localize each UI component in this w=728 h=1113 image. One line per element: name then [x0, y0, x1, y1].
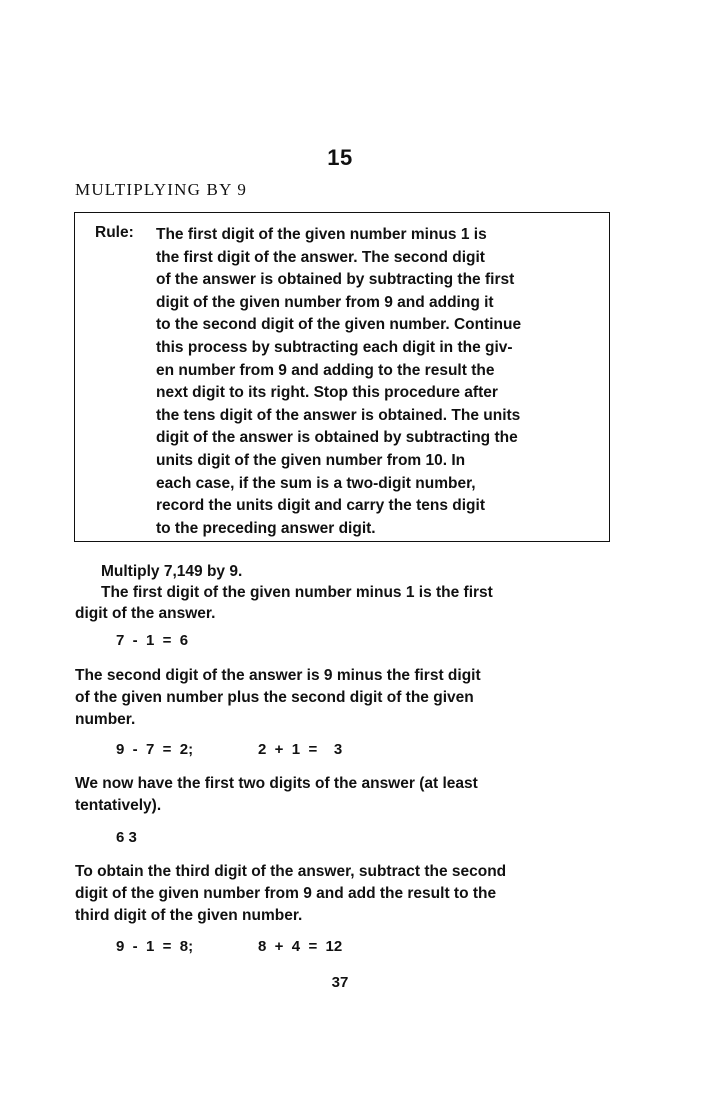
rule-line: digit of the given number from 9 and adding it: [156, 293, 494, 311]
rule-line: The first digit of the given number minus 1 is: [156, 226, 487, 243]
rule-line: of the answer is obtained by subtracting the first: [156, 271, 515, 289]
rule-line: digit of the answer is obtained by subtracting the: [156, 429, 518, 447]
paragraph-line: The first digit of the given number minus 1 is the first: [101, 584, 493, 601]
multiply-line: Multiply 7,149 by 9.: [101, 563, 243, 580]
rule-line: record the units digit and carry the tens digit: [156, 497, 485, 515]
rule-line: next digit to its right. Stop this procedure after: [156, 384, 498, 402]
rule-line: en number from 9 and adding to the result the: [156, 361, 495, 379]
rule-text: [156, 224, 604, 540]
rule-line: the first digit of the answer. The second digit: [156, 248, 485, 266]
chapter-number: 15: [327, 145, 353, 170]
paragraph-line: We now have the first two digits of the answer (at least: [75, 775, 478, 792]
equation: 9 - 1 = 8;: [116, 938, 194, 955]
section-title: MULTIPLYING BY 9: [75, 180, 248, 199]
rule-line: to the second digit of the given number. Continue: [156, 316, 522, 334]
paragraph-line: digit of the answer.: [75, 605, 216, 622]
equation: 8 + 4 = 12: [258, 938, 343, 955]
rule-line: each case, if the sum is a two-digit number,: [156, 474, 476, 492]
paragraph-line: The second digit of the answer is 9 minus the first digit: [75, 667, 481, 684]
paragraph-line: To obtain the third digit of the answer, subtract the second: [75, 863, 507, 880]
rule-line: this process by subtracting each digit in the giv-: [156, 338, 513, 356]
page-number: 37: [331, 974, 349, 991]
equation: 9 - 7 = 2;: [116, 741, 194, 758]
paragraph-line: digit of the given number from 9 and add the result to the: [75, 885, 497, 902]
paragraph-line: tentatively).: [75, 797, 162, 814]
rule-line: units digit of the given number from 10. In: [156, 451, 466, 469]
paragraph-line: third digit of the given number.: [75, 907, 303, 924]
partial-answer: 6 3: [116, 829, 137, 846]
paragraph-line: number.: [75, 711, 136, 728]
rule-line: to the preceding answer digit.: [156, 519, 376, 537]
equation: 7 - 1 = 6: [116, 632, 189, 649]
paragraph-line: of the given number plus the second digit of the given: [75, 689, 474, 706]
rule-label: Rule:: [95, 224, 134, 241]
rule-line: the tens digit of the answer is obtained. The units: [156, 406, 521, 424]
equation: 2 + 1 = 3: [258, 741, 343, 758]
